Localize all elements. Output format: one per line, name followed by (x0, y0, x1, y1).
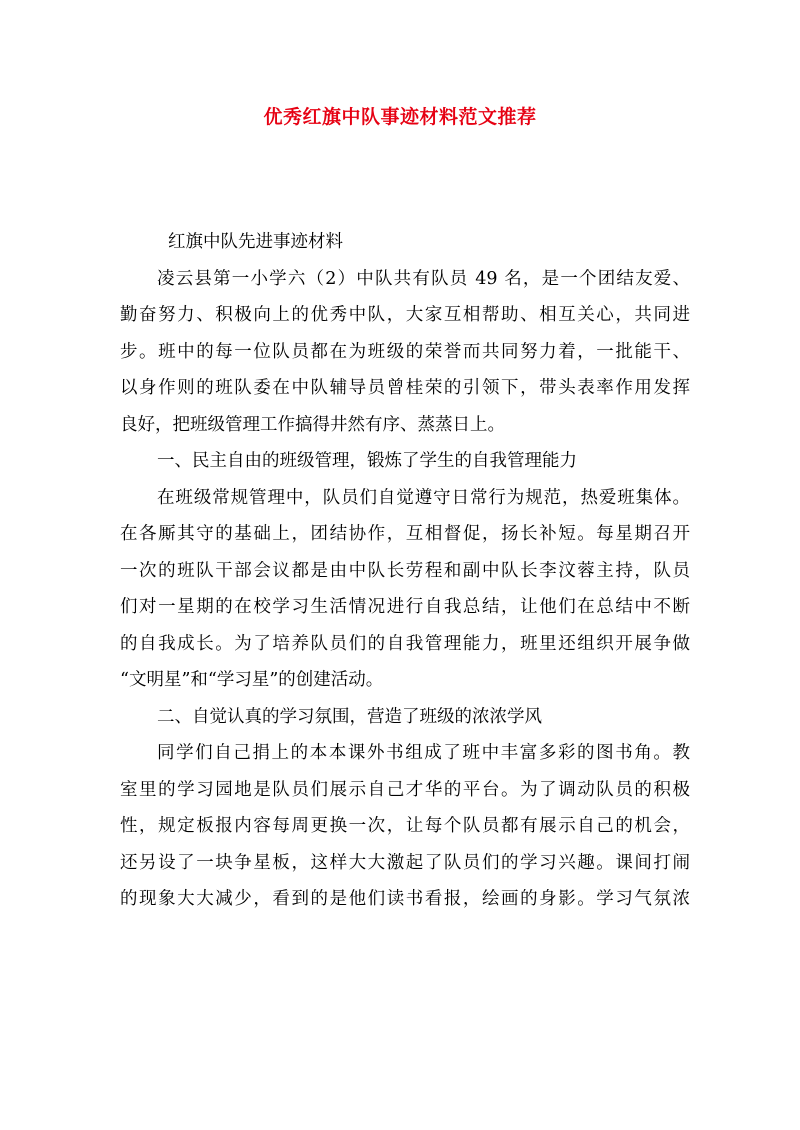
section-heading: 一、民主自由的班级管理，锻炼了学生的自我管理能力 (157, 451, 577, 471)
paragraph-line: 以身作则的班队委在中队辅导员曾桂荣的引领下，带头表率作用发挥 (120, 378, 690, 398)
paragraph-line: 还另设了一块争星板，这样大大激起了队员们的学习兴趣。课间打闹 (120, 852, 690, 873)
paragraph-line: 们对一星期的在校学习生活情况进行自我总结，让他们在总结中不断 (120, 597, 690, 617)
section-heading: 二、自觉认真的学习氛围，营造了班级的浓浓学风 (157, 706, 542, 727)
paragraph-line: 同学们自己捐上的本本课外书组成了班中丰富多彩的图书角。教 (157, 743, 690, 763)
paragraph-line: 在各厮其守的基础上，团结协作，互相督促，扬长补短。每星期召开 (120, 524, 690, 544)
paragraph-line: 室里的学习园地是队员们展示自己才华的平台。为了调动队员的积极 (120, 779, 690, 800)
paragraph-line: 步。班中的每一位队员都在为班级的荣誉而共同努力着，一批能干、 (120, 341, 690, 362)
document-body (120, 232, 690, 926)
paragraph-line: 在班级常规管理中，队员们自觉遵守日常行为规范，热爱班集体。 (157, 487, 690, 508)
section-subtitle: 红旗中队先进事迹材料 (168, 232, 343, 252)
paragraph-line: 的现象大大减少，看到的是他们读书看报，绘画的身影。学习气氛浓 (120, 889, 690, 909)
paragraph-line: 性，规定板报内容每周更换一次，让每个队员都有展示自己的机会， (120, 816, 690, 836)
paragraph-line: 一次的班队干部会议都是由中队长劳程和副中队长李汶蓉主持，队员 (120, 560, 690, 581)
paragraph-line: 凌云县第一小学六（2）中队共有队员 49 名，是一个团结友爱、 (157, 268, 690, 289)
paragraph-line: 的自我成长。为了培养队员们的自我管理能力，班里还组织开展争做 (120, 633, 690, 654)
paragraph-line: 良好，把班级管理工作搞得井然有序、蒸蒸日上。 (120, 414, 505, 435)
document-title: 优秀红旗中队事迹材料范文推荐 (263, 106, 537, 128)
paragraph-line: “文明星”和“学习星”的创建活动。 (120, 670, 384, 690)
paragraph-line: 勤奋努力、积极向上的优秀中队，大家互相帮助、相互关心，共同进 (120, 305, 690, 325)
